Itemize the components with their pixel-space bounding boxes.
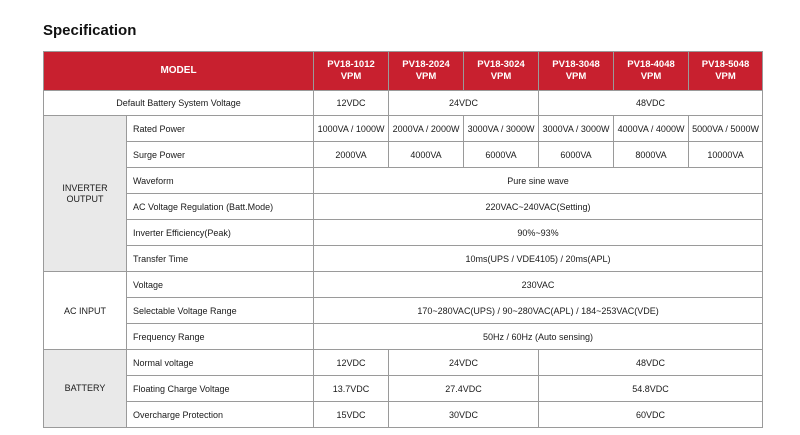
table-cell: 1000VA / 1000W xyxy=(314,116,389,142)
table-cell: 48VDC xyxy=(539,91,763,116)
table-cell: 3000VA / 3000W xyxy=(539,116,614,142)
table-cell: 4000VA xyxy=(389,142,464,168)
table-cell: 220VAC~240VAC(Setting) xyxy=(314,194,763,220)
table-cell: 27.4VDC xyxy=(389,376,539,402)
row-label: Transfer Time xyxy=(127,246,314,272)
table-cell: 5000VA / 5000W xyxy=(689,116,763,142)
model-header-cell: PV18-5048 VPM xyxy=(689,52,763,91)
table-cell: 230VAC xyxy=(314,272,763,298)
row-label: Frequency Range xyxy=(127,324,314,350)
row-label: Normal voltage xyxy=(127,350,314,376)
table-cell: 6000VA xyxy=(539,142,614,168)
row-label: Inverter Efficiency(Peak) xyxy=(127,220,314,246)
group-label-inverter-output: INVERTER OUTPUT xyxy=(44,116,127,272)
table-cell: 8000VA xyxy=(614,142,689,168)
table-cell: 4000VA / 4000W xyxy=(614,116,689,142)
table-cell: 54.8VDC xyxy=(539,376,763,402)
table-row xyxy=(44,272,763,298)
table-cell: 10000VA xyxy=(689,142,763,168)
row-label: Waveform xyxy=(127,168,314,194)
table-cell: Pure sine wave xyxy=(314,168,763,194)
model-header-cell: PV18-4048 VPM xyxy=(614,52,689,91)
table-cell: 60VDC xyxy=(539,402,763,428)
table-cell: 24VDC xyxy=(389,350,539,376)
table-row xyxy=(44,142,763,168)
row-label: Overcharge Protection xyxy=(127,402,314,428)
table-cell: 12VDC xyxy=(314,350,389,376)
group-label-ac-input: AC INPUT xyxy=(44,272,127,350)
table-row xyxy=(44,116,763,142)
specification-table xyxy=(43,51,763,428)
table-cell: 10ms(UPS / VDE4105) / 20ms(APL) xyxy=(314,246,763,272)
row-label: Floating Charge Voltage xyxy=(127,376,314,402)
table-cell: 24VDC xyxy=(389,91,539,116)
group-label-battery: BATTERY xyxy=(44,350,127,428)
model-header-cell: PV18-2024 VPM xyxy=(389,52,464,91)
table-cell: 13.7VDC xyxy=(314,376,389,402)
table-cell: 2000VA / 2000W xyxy=(389,116,464,142)
model-header-cell: PV18-3024 VPM xyxy=(464,52,539,91)
row-label: Voltage xyxy=(127,272,314,298)
table-cell: 50Hz / 60Hz (Auto sensing) xyxy=(314,324,763,350)
table-row xyxy=(44,324,763,350)
row-label: Surge Power xyxy=(127,142,314,168)
table-cell: 48VDC xyxy=(539,350,763,376)
header-row xyxy=(44,52,763,91)
table-cell: 6000VA xyxy=(464,142,539,168)
table-row xyxy=(44,194,763,220)
table-row xyxy=(44,220,763,246)
table-row xyxy=(44,402,763,428)
table-cell: 2000VA xyxy=(314,142,389,168)
table-row xyxy=(44,298,763,324)
table-cell: 3000VA / 3000W xyxy=(464,116,539,142)
table-row xyxy=(44,376,763,402)
table-cell: 30VDC xyxy=(389,402,539,428)
table-cell: 15VDC xyxy=(314,402,389,428)
model-header-cell: PV18-1012 VPM xyxy=(314,52,389,91)
model-header: MODEL xyxy=(44,52,314,91)
table-row xyxy=(44,91,763,116)
table-cell: 170~280VAC(UPS) / 90~280VAC(APL) / 184~253VAC(VDE) xyxy=(314,298,763,324)
row-label: Rated Power xyxy=(127,116,314,142)
table-row xyxy=(44,168,763,194)
table-row xyxy=(44,350,763,376)
row-label: AC Voltage Regulation (Batt.Mode) xyxy=(127,194,314,220)
row-label: Selectable Voltage Range xyxy=(127,298,314,324)
page-title: Specification xyxy=(43,22,137,39)
table-cell: 12VDC xyxy=(314,91,389,116)
row-label: Default Battery System Voltage xyxy=(44,91,314,116)
table-row xyxy=(44,246,763,272)
table-cell: 90%~93% xyxy=(314,220,763,246)
model-header-cell: PV18-3048 VPM xyxy=(539,52,614,91)
